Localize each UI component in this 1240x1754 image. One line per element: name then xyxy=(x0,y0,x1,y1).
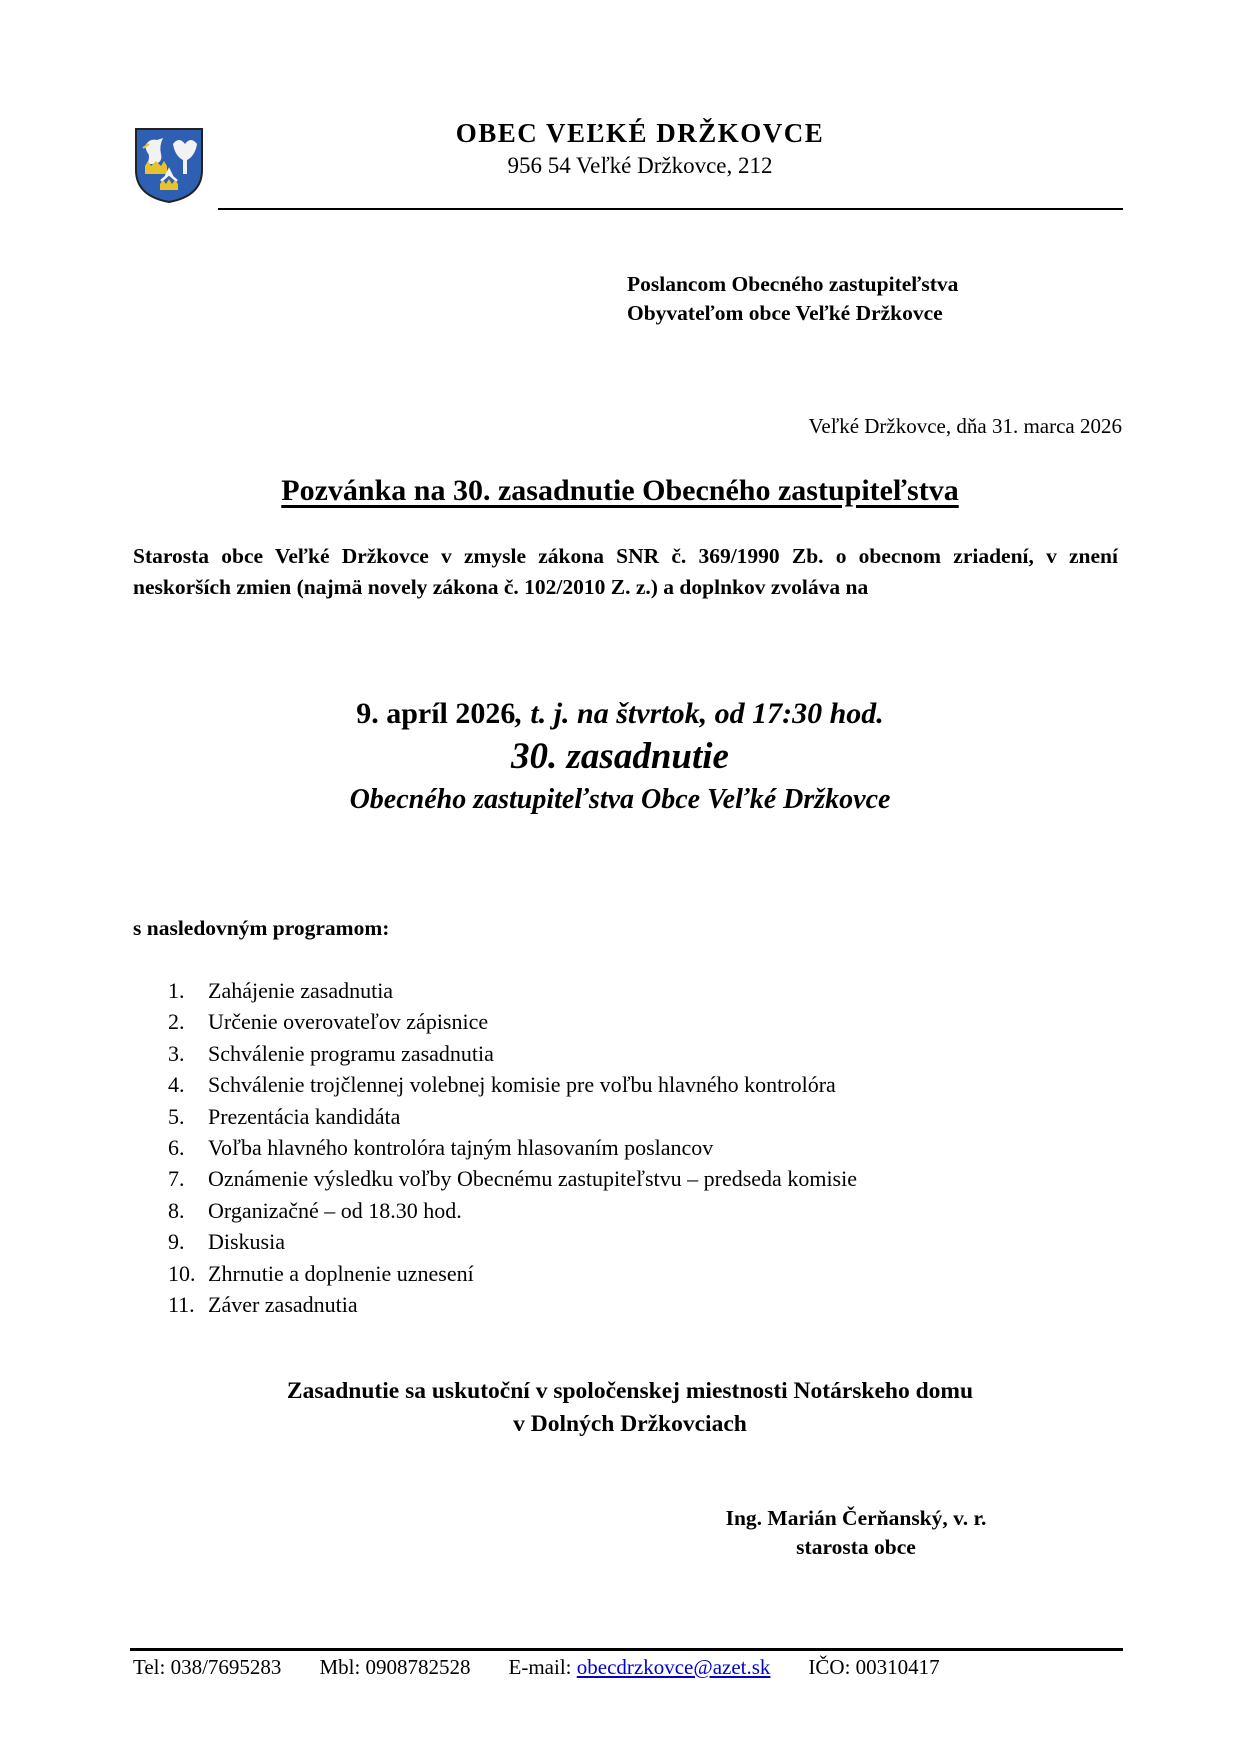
recipients-block xyxy=(627,270,958,328)
footer-email-label: E-mail: xyxy=(508,1655,577,1679)
signature-block xyxy=(706,1504,1006,1562)
email-link[interactable]: obecdrzkovce@azet.sk xyxy=(576,1655,771,1679)
footer-ico: IČO: 00310417 xyxy=(808,1655,940,1679)
document-date: Veľké Držkovce, dňa 31. marca 2026 xyxy=(808,414,1122,438)
program-item: 7. Oznámenie výsledku voľby Obecnému zastupiteľstvu – predseda komisie xyxy=(168,1166,857,1192)
meeting-day-time: , t. j. na štvrtok, od 17:30 hod. xyxy=(515,697,884,730)
program-item: 5. Prezentácia kandidáta xyxy=(168,1103,401,1129)
program-item: 1. Zahájenie zasadnutia xyxy=(168,978,394,1003)
signer-name: Ing. Marián Čerňanský, v. r. xyxy=(725,1506,987,1530)
meeting-date: 9. apríl 2026 xyxy=(356,697,516,730)
meeting-place-line: v Dolných Držkovciach xyxy=(513,1411,747,1437)
organization-name: OBEC VEĽKÉ DRŽKOVCE xyxy=(455,118,825,148)
recipient-line: Obyvateľom obce Veľké Držkovce xyxy=(627,301,943,325)
meeting-date-time xyxy=(0,697,1240,731)
signer-role: starosta obce xyxy=(796,1535,916,1559)
program-label: s nasledovným programom: xyxy=(133,916,390,940)
meeting-place xyxy=(0,1375,1240,1441)
footer-email xyxy=(509,1655,771,1680)
document-title: Pozvánka na 30. zasadnutie Obecného zastupiteľstva xyxy=(281,474,959,507)
footer-divider xyxy=(130,1648,1123,1651)
program-item: 2. Určenie overovateľov zápisnice xyxy=(168,1009,489,1035)
program-item: 6. Voľba hlavného kontrolóra tajným hlasovaním poslancov xyxy=(168,1134,714,1160)
program-item: 4. Schválenie trojčlennej volebnej komisie pre voľbu hlavného kontrolóra xyxy=(168,1072,836,1098)
recipient-line: Poslancom Obecného zastupiteľstva xyxy=(627,272,959,296)
intro-paragraph: Starosta obce Veľké Držkovce v zmysle zákona SNR č. 369/1990 Zb. o obecnom zriadení, v znení neskorších zmien (najmä novely zákona č. 102/2010 Z. z.) a doplnkov zvoláva na xyxy=(133,544,1118,599)
program-item: 9. Diskusia xyxy=(168,1229,285,1255)
program-list xyxy=(168,975,857,1320)
program-item: 10. Zhrnutie a doplnenie uznesení xyxy=(168,1260,474,1286)
program-item: 3. Schválenie programu zasadnutia xyxy=(168,1040,494,1066)
program-item: 8. Organizačné – od 18.30 hod. xyxy=(168,1197,462,1223)
footer-mobile: Mbl: 0908782528 xyxy=(319,1655,471,1679)
program-item: 11. Záver zasadnutia xyxy=(168,1291,358,1317)
meeting-body: Obecného zastupiteľstva Obce Veľké Držkovce xyxy=(349,784,891,815)
organization-address: 956 54 Veľké Držkovce, 212 xyxy=(507,153,773,178)
coat-of-arms-icon xyxy=(133,126,205,204)
meeting-place-line: Zasadnutie sa uskutoční v spoločenskej miestnosti Notárskeho domu xyxy=(286,1378,974,1404)
header-divider xyxy=(218,208,1123,210)
meeting-number: 30. zasadnutie xyxy=(511,736,729,777)
footer-contacts xyxy=(133,1655,978,1680)
footer-phone: Tel: 038/7695283 xyxy=(133,1655,282,1679)
